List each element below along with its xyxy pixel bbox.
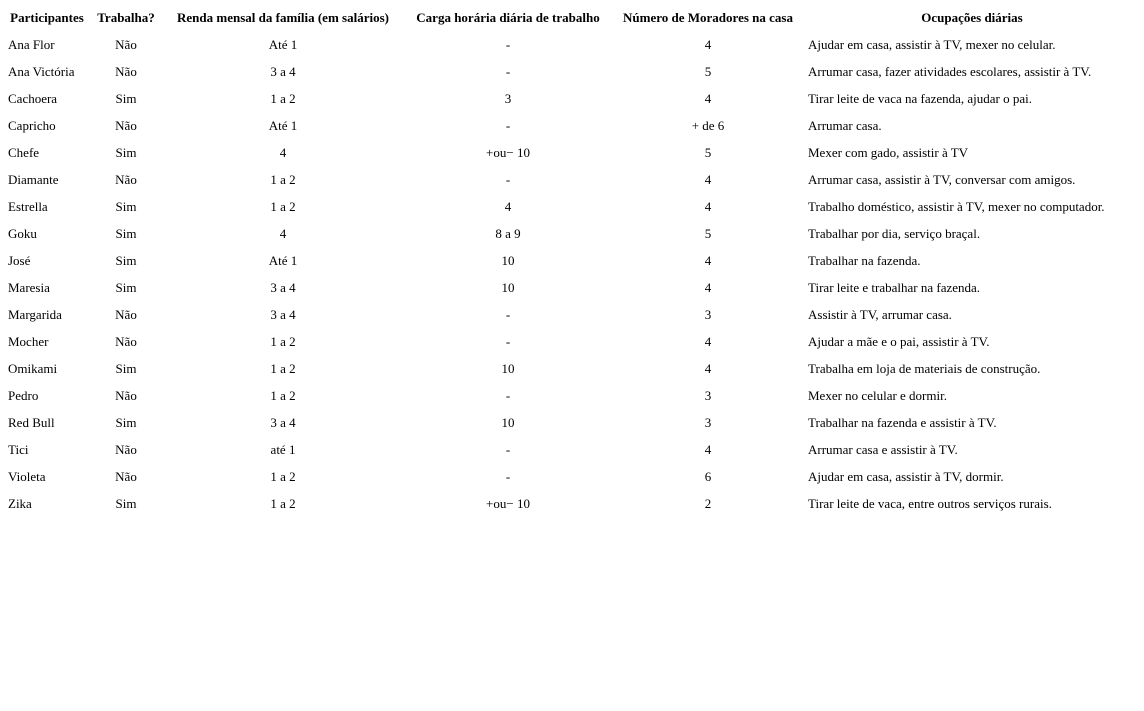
cell-trabalha: Sim [115, 414, 137, 430]
cell-participante: Red Bull [8, 414, 55, 430]
cell-renda: 4 [279, 144, 287, 160]
cell-carga-horaria: - [505, 36, 511, 52]
cell-trabalha: Não [115, 333, 137, 349]
cell-renda: 1 a 2 [270, 333, 296, 349]
cell-renda: Até 1 [268, 252, 298, 268]
cell-trabalha: Sim [115, 144, 137, 160]
cell-renda: 4 [279, 225, 287, 241]
table-row [4, 193, 1140, 220]
table-row [4, 85, 1140, 112]
header-participantes: Participantes [10, 9, 84, 25]
cell-renda: Até 1 [268, 36, 298, 52]
cell-participante: Goku [8, 225, 37, 241]
cell-moradores: 4 [704, 360, 712, 376]
cell-moradores: + de 6 [691, 117, 725, 133]
table-row [4, 247, 1140, 274]
cell-renda: 1 a 2 [270, 468, 296, 484]
table-row [4, 463, 1140, 490]
header-row [4, 4, 1140, 31]
header-carga-horaria: Carga horária diária de trabalho [416, 9, 600, 25]
cell-participante: Omikami [8, 360, 58, 376]
cell-moradores: 4 [704, 198, 712, 214]
cell-trabalha: Sim [115, 495, 137, 511]
cell-ocupacoes: Arrumar casa, assistir à TV, conversar com amigos. [808, 171, 1076, 187]
cell-carga-horaria: - [505, 63, 511, 79]
cell-participante: Capricho [8, 117, 56, 133]
cell-ocupacoes: Trabalha em loja de materiais de construção. [808, 360, 1041, 376]
cell-trabalha: Sim [115, 279, 137, 295]
table-row [4, 112, 1140, 139]
header-ocupacoes: Ocupações diárias [921, 9, 1023, 25]
cell-participante: Zika [8, 495, 32, 511]
cell-moradores: 4 [704, 171, 712, 187]
cell-moradores: 3 [704, 306, 712, 322]
cell-trabalha: Não [115, 387, 137, 403]
table-row [4, 436, 1140, 463]
cell-moradores: 3 [704, 414, 712, 430]
table-row [4, 31, 1140, 58]
table-row [4, 274, 1140, 301]
cell-carga-horaria: 10 [501, 360, 515, 376]
cell-ocupacoes: Arrumar casa, fazer atividades escolares, assistir à TV. [808, 63, 1092, 79]
cell-participante: Chefe [8, 144, 40, 160]
cell-carga-horaria: 10 [501, 252, 515, 268]
cell-carga-horaria: - [505, 171, 511, 187]
cell-carga-horaria: - [505, 468, 511, 484]
cell-renda: 3 a 4 [270, 306, 296, 322]
participants-table [4, 4, 1140, 517]
cell-renda: 3 a 4 [270, 279, 296, 295]
table-row [4, 58, 1140, 85]
cell-carga-horaria: 3 [504, 90, 512, 106]
cell-participante: Tici [8, 441, 29, 457]
cell-participante: Mocher [8, 333, 49, 349]
cell-carga-horaria: - [505, 333, 511, 349]
cell-renda: 3 a 4 [270, 414, 296, 430]
cell-moradores: 2 [704, 495, 712, 511]
cell-carga-horaria: 10 [501, 414, 515, 430]
cell-moradores: 5 [704, 63, 712, 79]
cell-moradores: 4 [704, 441, 712, 457]
cell-participante: Maresia [8, 279, 50, 295]
cell-ocupacoes: Ajudar em casa, assistir à TV, dormir. [808, 468, 1004, 484]
table-row [4, 409, 1140, 436]
header-renda: Renda mensal da família (em salários) [177, 9, 389, 25]
cell-carga-horaria: - [505, 306, 511, 322]
cell-trabalha: Sim [115, 225, 137, 241]
cell-trabalha: Não [115, 441, 137, 457]
cell-participante: Margarida [8, 306, 62, 322]
cell-carga-horaria: 4 [504, 198, 512, 214]
table-row [4, 355, 1140, 382]
cell-ocupacoes: Mexer com gado, assistir à TV [808, 144, 969, 160]
cell-moradores: 5 [704, 144, 712, 160]
cell-trabalha: Não [115, 63, 137, 79]
table-row [4, 139, 1140, 166]
cell-participante: Violeta [8, 468, 46, 484]
cell-ocupacoes: Trabalhar na fazenda e assistir à TV. [808, 414, 997, 430]
table-row [4, 382, 1140, 409]
cell-ocupacoes: Trabalhar na fazenda. [808, 252, 921, 268]
cell-participante: Cachoera [8, 90, 58, 106]
cell-moradores: 4 [704, 333, 712, 349]
cell-trabalha: Sim [115, 360, 137, 376]
cell-carga-horaria: - [505, 117, 511, 133]
table-row [4, 328, 1140, 355]
cell-participante: Pedro [8, 387, 39, 403]
cell-carga-horaria: - [505, 441, 511, 457]
cell-participante: Ana Victória [8, 63, 75, 79]
cell-renda: 1 a 2 [270, 90, 296, 106]
cell-ocupacoes: Arrumar casa e assistir à TV. [808, 441, 958, 457]
cell-carga-horaria: +ou− 10 [486, 144, 530, 160]
header-moradores: Número de Moradores na casa [623, 9, 793, 25]
cell-renda: 1 a 2 [270, 387, 296, 403]
cell-ocupacoes: Assistir à TV, arrumar casa. [808, 306, 952, 322]
table-row [4, 166, 1140, 193]
cell-carga-horaria: 10 [501, 279, 515, 295]
header-trabalha: Trabalha? [97, 9, 155, 25]
cell-moradores: 4 [704, 279, 712, 295]
cell-moradores: 4 [704, 252, 712, 268]
cell-ocupacoes: Mexer no celular e dormir. [808, 387, 947, 403]
cell-participante: José [8, 252, 31, 268]
cell-trabalha: Não [115, 468, 137, 484]
cell-renda: 1 a 2 [270, 198, 296, 214]
cell-trabalha: Não [115, 36, 137, 52]
cell-renda: 1 a 2 [270, 360, 296, 376]
cell-renda: até 1 [270, 441, 296, 457]
cell-ocupacoes: Ajudar a mãe e o pai, assistir à TV. [808, 333, 990, 349]
cell-moradores: 3 [704, 387, 712, 403]
cell-ocupacoes: Trabalho doméstico, assistir à TV, mexer no computador. [808, 198, 1105, 214]
cell-trabalha: Não [115, 306, 137, 322]
table-row [4, 220, 1140, 247]
cell-trabalha: Não [115, 117, 137, 133]
cell-participante: Ana Flor [8, 36, 55, 52]
cell-trabalha: Sim [115, 90, 137, 106]
cell-moradores: 6 [704, 468, 712, 484]
cell-ocupacoes: Ajudar em casa, assistir à TV, mexer no celular. [808, 36, 1056, 52]
cell-renda: 1 a 2 [270, 171, 296, 187]
cell-trabalha: Sim [115, 198, 137, 214]
cell-participante: Diamante [8, 171, 59, 187]
cell-moradores: 4 [704, 90, 712, 106]
cell-moradores: 5 [704, 225, 712, 241]
cell-renda: Até 1 [268, 117, 298, 133]
cell-trabalha: Sim [115, 252, 137, 268]
table-row [4, 301, 1140, 328]
cell-renda: 3 a 4 [270, 63, 296, 79]
cell-ocupacoes: Tirar leite e trabalhar na fazenda. [808, 279, 981, 295]
cell-trabalha: Não [115, 171, 137, 187]
table-row [4, 490, 1140, 517]
cell-participante: Estrella [8, 198, 48, 214]
cell-carga-horaria: 8 a 9 [495, 225, 521, 241]
cell-ocupacoes: Tirar leite de vaca, entre outros serviços rurais. [808, 495, 1052, 511]
cell-carga-horaria: - [505, 387, 511, 403]
cell-ocupacoes: Tirar leite de vaca na fazenda, ajudar o pai. [808, 90, 1033, 106]
cell-ocupacoes: Trabalhar por dia, serviço braçal. [808, 225, 981, 241]
cell-renda: 1 a 2 [270, 495, 296, 511]
cell-ocupacoes: Arrumar casa. [808, 117, 882, 133]
cell-moradores: 4 [704, 36, 712, 52]
cell-carga-horaria: +ou− 10 [486, 495, 530, 511]
